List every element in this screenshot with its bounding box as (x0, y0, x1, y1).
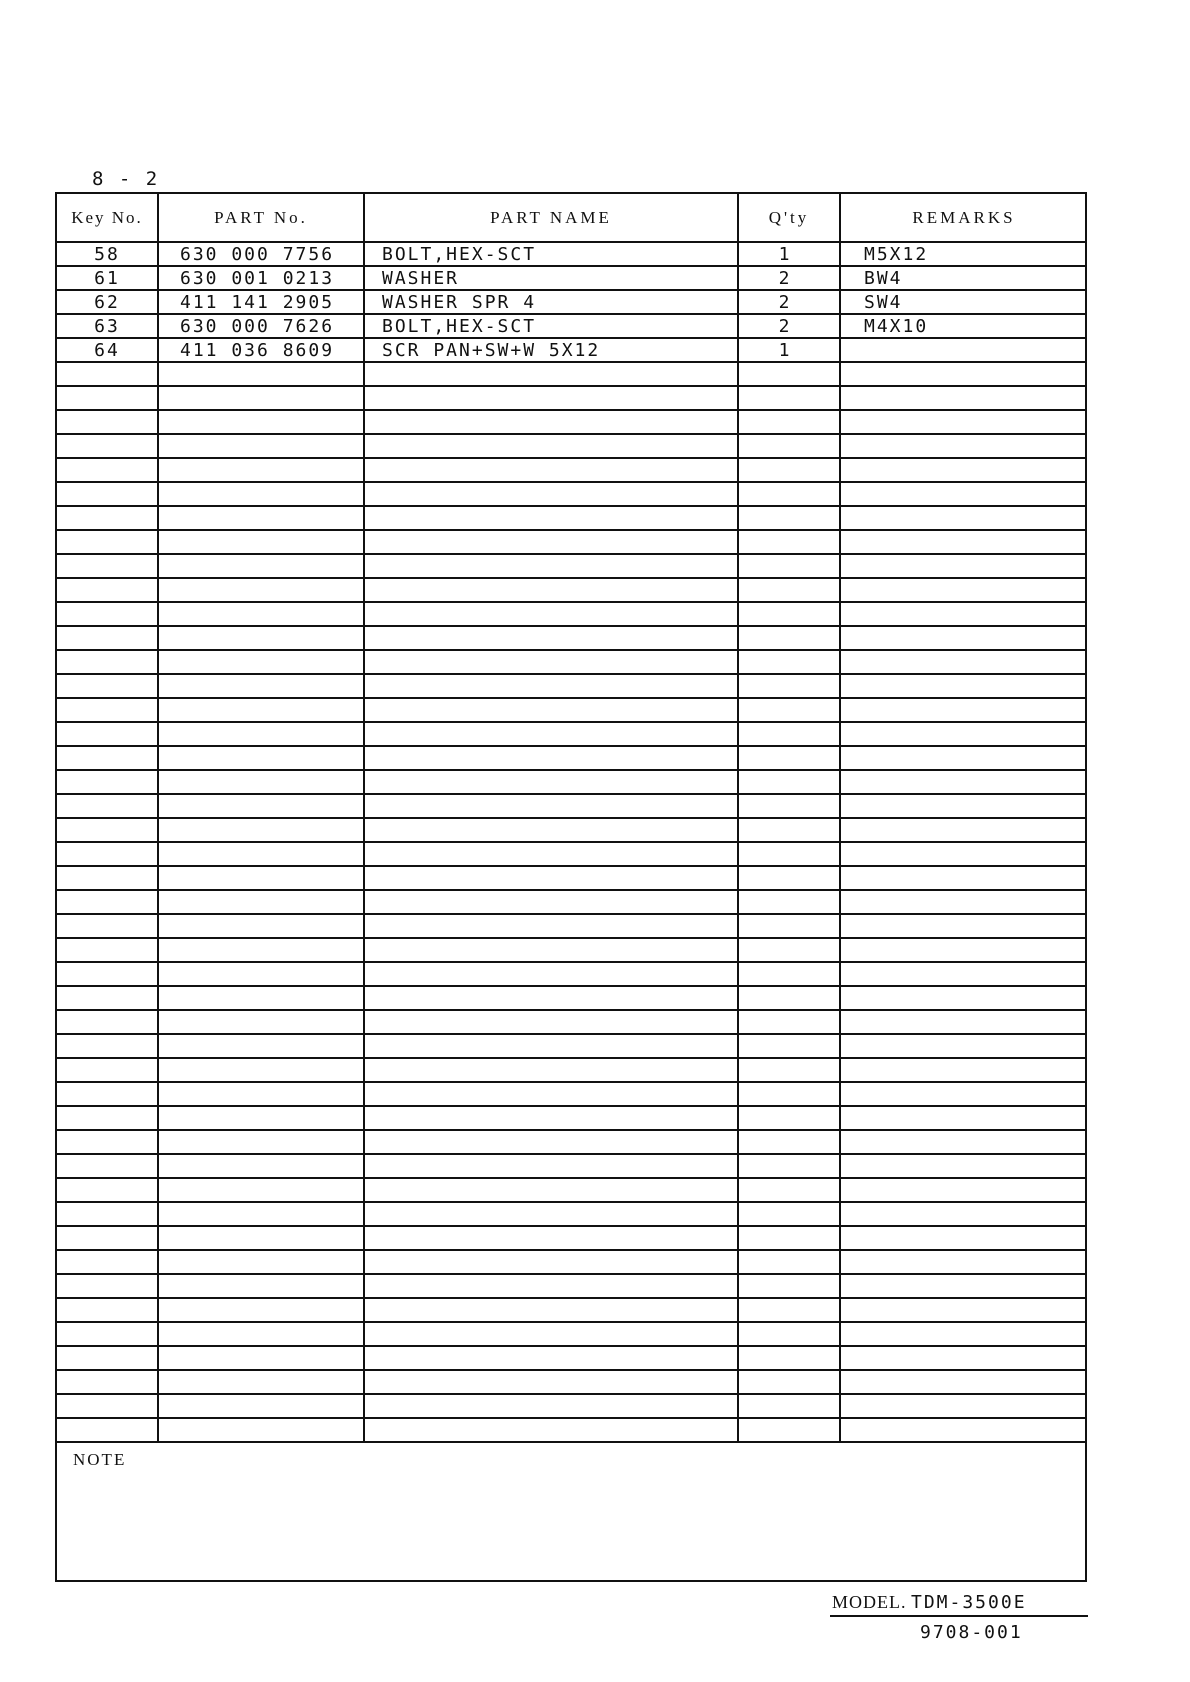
row-rule (57, 1201, 1085, 1203)
row-rule (57, 601, 1085, 603)
row-rule (57, 553, 1085, 555)
row-rule (57, 745, 1085, 747)
model-line (832, 1592, 1027, 1613)
part-name-cell: WASHER (382, 268, 460, 289)
row-rule (57, 649, 1085, 651)
part-no-cell: 411 036 8609 (180, 340, 335, 361)
model-label: MODEL. (832, 1592, 907, 1612)
qty-cell: 2 (778, 268, 792, 289)
row-rule (57, 1129, 1085, 1131)
model-value: TDM-3500E (911, 1592, 1027, 1613)
row-rule (57, 673, 1085, 675)
header-remarks: REMARKS (912, 208, 1016, 227)
row-rule (57, 865, 1085, 867)
header-part-name: PART NAME (490, 208, 612, 227)
part-name-cell: BOLT,HEX-SCT (382, 244, 537, 265)
row-rule (57, 1321, 1085, 1323)
row-rule (57, 457, 1085, 459)
part-name-cell: SCR PAN+SW+W 5X12 (382, 340, 601, 361)
row-rule (57, 985, 1085, 987)
row-rule (57, 505, 1085, 507)
row-rule (57, 1225, 1085, 1227)
row-rule (57, 409, 1085, 411)
row-rule (57, 1345, 1085, 1347)
row-rule (57, 769, 1085, 771)
row-rule (57, 841, 1085, 843)
key-no-cell: 62 (94, 292, 120, 313)
qty-cell: 1 (778, 340, 792, 361)
row-rule (57, 577, 1085, 579)
row-rule (57, 1177, 1085, 1179)
remarks-cell: M5X12 (864, 244, 929, 265)
model-underline (830, 1615, 1088, 1617)
row-rule (57, 721, 1085, 723)
remarks-cell: BW4 (864, 268, 903, 289)
header-part-no: PART No. (214, 208, 308, 227)
row-rule (57, 1369, 1085, 1371)
row-rule (57, 529, 1085, 531)
row-rule (57, 889, 1085, 891)
row-rule (57, 937, 1085, 939)
key-no-cell: 61 (94, 268, 120, 289)
remarks-cell: M4X10 (864, 316, 929, 337)
document-code: 9708-001 (920, 1622, 1023, 1643)
row-rule (57, 1081, 1085, 1083)
row-rule (57, 1033, 1085, 1035)
row-rule (57, 1009, 1085, 1011)
part-no-cell: 630 000 7756 (180, 244, 335, 265)
row-rule (57, 961, 1085, 963)
parts-list-table (55, 192, 1087, 1582)
row-rule (57, 913, 1085, 915)
page-number: 8 - 2 (92, 168, 160, 190)
part-name-cell: BOLT,HEX-SCT (382, 316, 537, 337)
row-rule (57, 1153, 1085, 1155)
row-rule (57, 385, 1085, 387)
key-no-cell: 64 (94, 340, 120, 361)
row-rule (57, 1105, 1085, 1107)
part-no-cell: 630 000 7626 (180, 316, 335, 337)
row-rule (57, 697, 1085, 699)
remarks-cell: SW4 (864, 292, 903, 313)
row-rule (57, 1249, 1085, 1251)
note-label: NOTE (73, 1450, 127, 1469)
qty-cell: 1 (778, 244, 792, 265)
row-rule (57, 481, 1085, 483)
part-no-cell: 630 001 0213 (180, 268, 335, 289)
key-no-cell: 63 (94, 316, 120, 337)
qty-cell: 2 (778, 292, 792, 313)
row-rule (57, 433, 1085, 435)
row-rule (57, 793, 1085, 795)
header-key-no: Key No. (71, 208, 143, 227)
key-no-cell: 58 (94, 244, 120, 265)
row-rule (57, 817, 1085, 819)
row-rule (57, 1393, 1085, 1395)
header-qty: Q'ty (768, 208, 810, 227)
part-no-cell: 411 141 2905 (180, 292, 335, 313)
qty-cell: 2 (778, 316, 792, 337)
row-rule (57, 1417, 1085, 1419)
row-rule (57, 625, 1085, 627)
part-name-cell: WASHER SPR 4 (382, 292, 537, 313)
row-rule (57, 1057, 1085, 1059)
row-rule (57, 1273, 1085, 1275)
row-rule (57, 1441, 1085, 1443)
row-rule (57, 1297, 1085, 1299)
